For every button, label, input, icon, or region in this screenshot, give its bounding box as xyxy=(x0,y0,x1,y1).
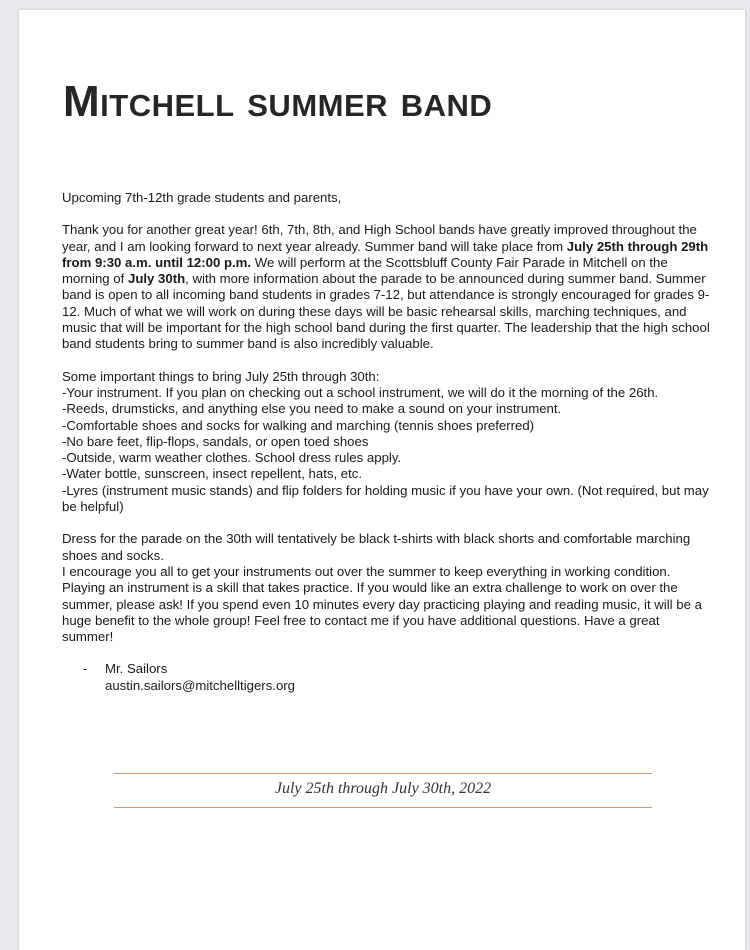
signature-dash: - xyxy=(83,661,88,677)
signature-email: austin.sailors@mitchelltigers.org xyxy=(105,677,296,693)
page-title: Mitchell summer band xyxy=(63,77,493,126)
list-item: -Lyres (instrument music stands) and flip folders for holding music if you have your own. (Not required, but may be helpful) xyxy=(62,482,709,515)
intro-text-1: Thank you for another great year! 6th, 7th, 8th, and High School bands have greatly improved throughout the year, and I am looking forward to next year already. Summer band will take place from xyxy=(62,222,697,254)
dress-paragraph: Dress for the parade on the 30th will tentatively be black t-shirts with black shorts and comfortable marching shoes and socks. xyxy=(62,531,691,563)
footer-date: July 25th through July 30th, 2022 xyxy=(274,780,492,797)
list-item: -Reeds, drumsticks, and anything else you need to make a sound on your instrument. xyxy=(62,401,562,417)
signature-block xyxy=(62,661,714,694)
letter-page xyxy=(19,10,745,950)
list-heading: Some important things to bring July 25th through 30th: xyxy=(62,368,380,384)
list-item: -Outside, warm weather clothes. School dress rules apply. xyxy=(62,450,402,466)
footer-rule-top xyxy=(114,773,652,774)
list-item: -Comfortable shoes and socks for walking and marching (tennis shoes preferred) xyxy=(62,417,535,433)
list-item: -Water bottle, sunscreen, insect repellent, hats, etc. xyxy=(62,466,363,482)
intro-text-2: We will perform at the Scottsbluff County Fair Parade in Mitchell on the morning of xyxy=(62,254,668,287)
intro-dates-bold: July 25th through 29th from 9:30 a.m. until 12:00 p.m. xyxy=(62,238,709,270)
signature-name: Mr. Sailors xyxy=(105,661,168,677)
list-item: -Your instrument. If you plan on checking out a school instrument, we will do it the morning of the 26th. xyxy=(62,384,659,400)
greeting: Upcoming 7th-12th grade students and parents, xyxy=(62,190,342,205)
letter-body xyxy=(62,190,714,694)
list-item: -No bare feet, flip-flops, sandals, or open toed shoes xyxy=(62,433,369,449)
intro-paragraph xyxy=(62,222,714,352)
footer-rule-bottom xyxy=(114,807,652,808)
closing-paragraph: I encourage you all to get your instruments out over the summer to keep everything in working condition. Playing an instrument is a skill that takes practice. If you would like an extra challenge to work on over the summer, please ask! If you spend even 10 minutes every day practicing playing and reading music, it will be a huge benefit to the whole group! Feel free to contact me if you have additional questions. Have a great summer! xyxy=(62,563,702,645)
intro-parade-date-bold: July 30th xyxy=(127,271,186,287)
intro-text-3: , with more information about the parade to be announced during summer band. Summer band is open to all incoming band students in grades 7-12, but attendance is strongly encouraged for grades 9-12. Much of what we will work on during these days will be basic rehearsal skills, marching techniques, and music that will be important for the high school band during the first quarter. The leadership that the high school band students bring to summer band is also incredibly valuable. xyxy=(62,271,710,352)
